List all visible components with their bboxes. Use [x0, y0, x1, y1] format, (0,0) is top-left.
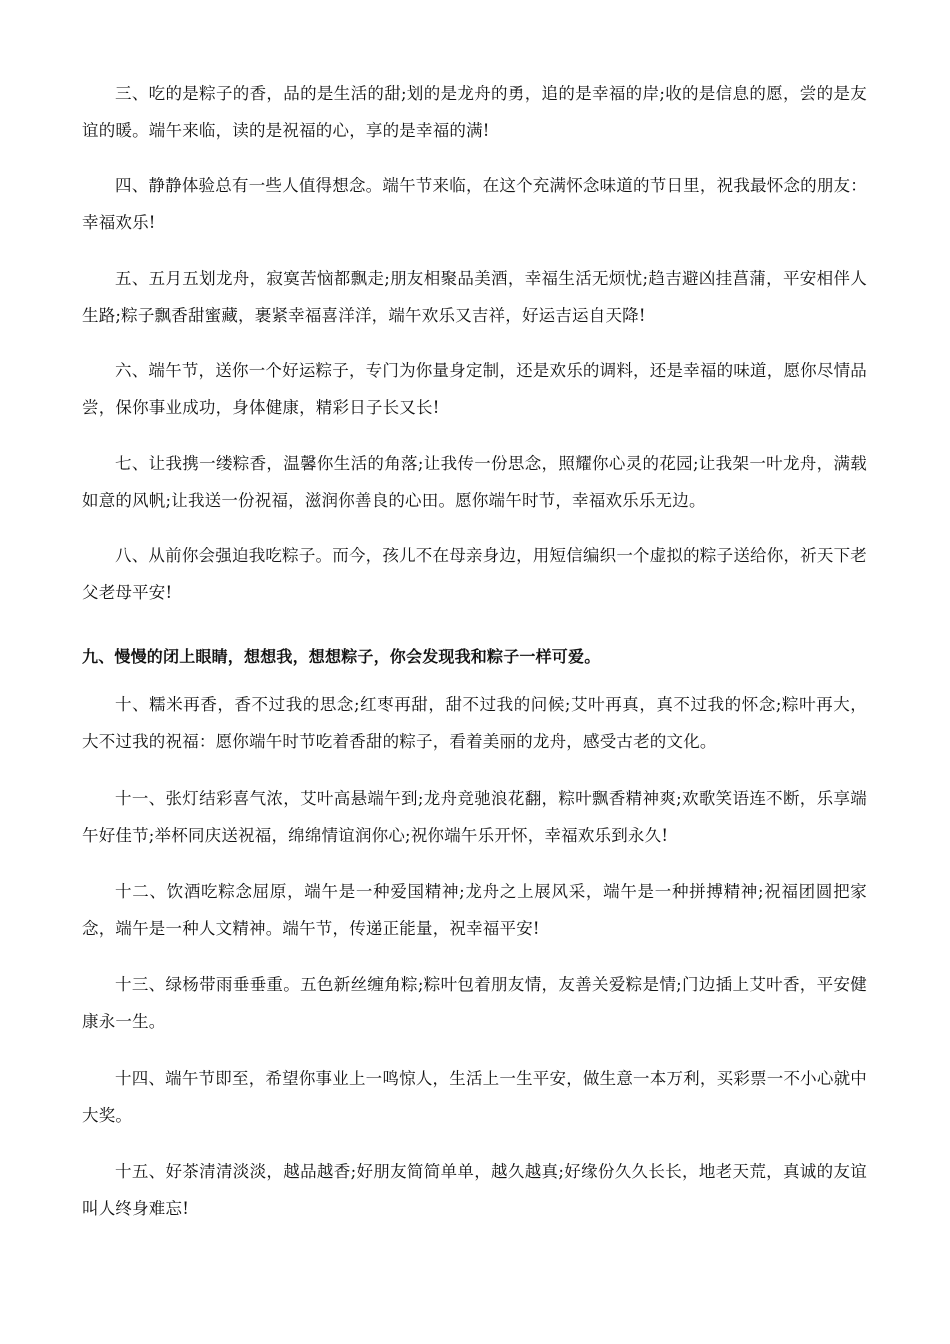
paragraph-3: 三、吃的是粽子的香，品的是生活的甜;划的是龙舟的勇，追的是幸福的岸;收的是信息的愿，尝的是友谊的暖。端午来临，读的是祝福的心，享的是幸福的满!: [82, 84, 867, 140]
paragraph-7: 七、让我携一缕粽香，温馨你生活的角落;让我传一份思念，照耀你心灵的花园;让我架一叶龙舟，满载如意的风帆;让我送一份祝福，滋润你善良的心田。愿你端午时节，幸福欢乐乐无边。: [82, 454, 867, 510]
paragraph-11: 十一、张灯结彩喜气浓，艾叶高悬端午到;龙舟竞驰浪花翻，粽叶飘香精神爽;欢歌笑语连不断，乐享端午好佳节;举杯同庆送祝福，绵绵情谊润你心;祝你端午乐开怀，幸福欢乐到永久!: [82, 789, 867, 845]
paragraph-4: 四、静静体验总有一些人值得想念。端午节来临，在这个充满怀念味道的节日里，祝我最怀念的朋友：幸福欢乐!: [82, 176, 867, 232]
paragraph-6: 六、端午节，送你一个好运粽子，专门为你量身定制，还是欢乐的调料，还是幸福的味道，愿你尽情品尝，保你事业成功，身体健康，精彩日子长又长!: [82, 361, 867, 417]
paragraph-14: 十四、端午节即至，希望你事业上一鸣惊人，生活上一生平安，做生意一本万利，买彩票一不小心就中大奖。: [82, 1069, 867, 1125]
paragraph-9: 九、慢慢的闭上眼睛，想想我，想想粽子，你会发现我和粽子一样可爱。: [82, 647, 601, 666]
paragraph-5: 五、五月五划龙舟，寂寞苦恼都飘走;朋友相聚品美酒，幸福生活无烦忧;趋吉避凶挂菖蒲，平安相伴人生路;粽子飘香甜蜜藏，裹紧幸福喜洋洋，端午欢乐又吉祥，好运吉运自天降!: [82, 269, 867, 325]
paragraph-8: 八、从前你会强迫我吃粽子。而今，孩儿不在母亲身边，用短信编织一个虚拟的粽子送给你，祈天下老父老母平安!: [82, 546, 867, 602]
paragraph-10: 十、糯米再香，香不过我的思念;红枣再甜，甜不过我的问候;艾叶再真，真不过我的怀念;粽叶再大，大不过我的祝福：愿你端午时节吃着香甜的粽子，看着美丽的龙舟，感受古老的文化。: [82, 695, 867, 751]
paragraph-12: 十二、饮酒吃粽念屈原，端午是一种爱国精神;龙舟之上展风采，端午是一种拼搏精神;祝福团圆把家念，端午是一种人文精神。端午节，传递正能量，祝幸福平安!: [82, 882, 867, 938]
paragraph-13: 十三、绿杨带雨垂垂重。五色新丝缠角粽;粽叶包着朋友情，友善关爱粽是情;门边插上艾叶香，平安健康永一生。: [82, 975, 867, 1031]
paragraph-15: 十五、好茶清清淡淡，越品越香;好朋友简简单单，越久越真;好缘份久久长长，地老天荒，真诚的友谊叫人终身难忘!: [82, 1162, 867, 1218]
